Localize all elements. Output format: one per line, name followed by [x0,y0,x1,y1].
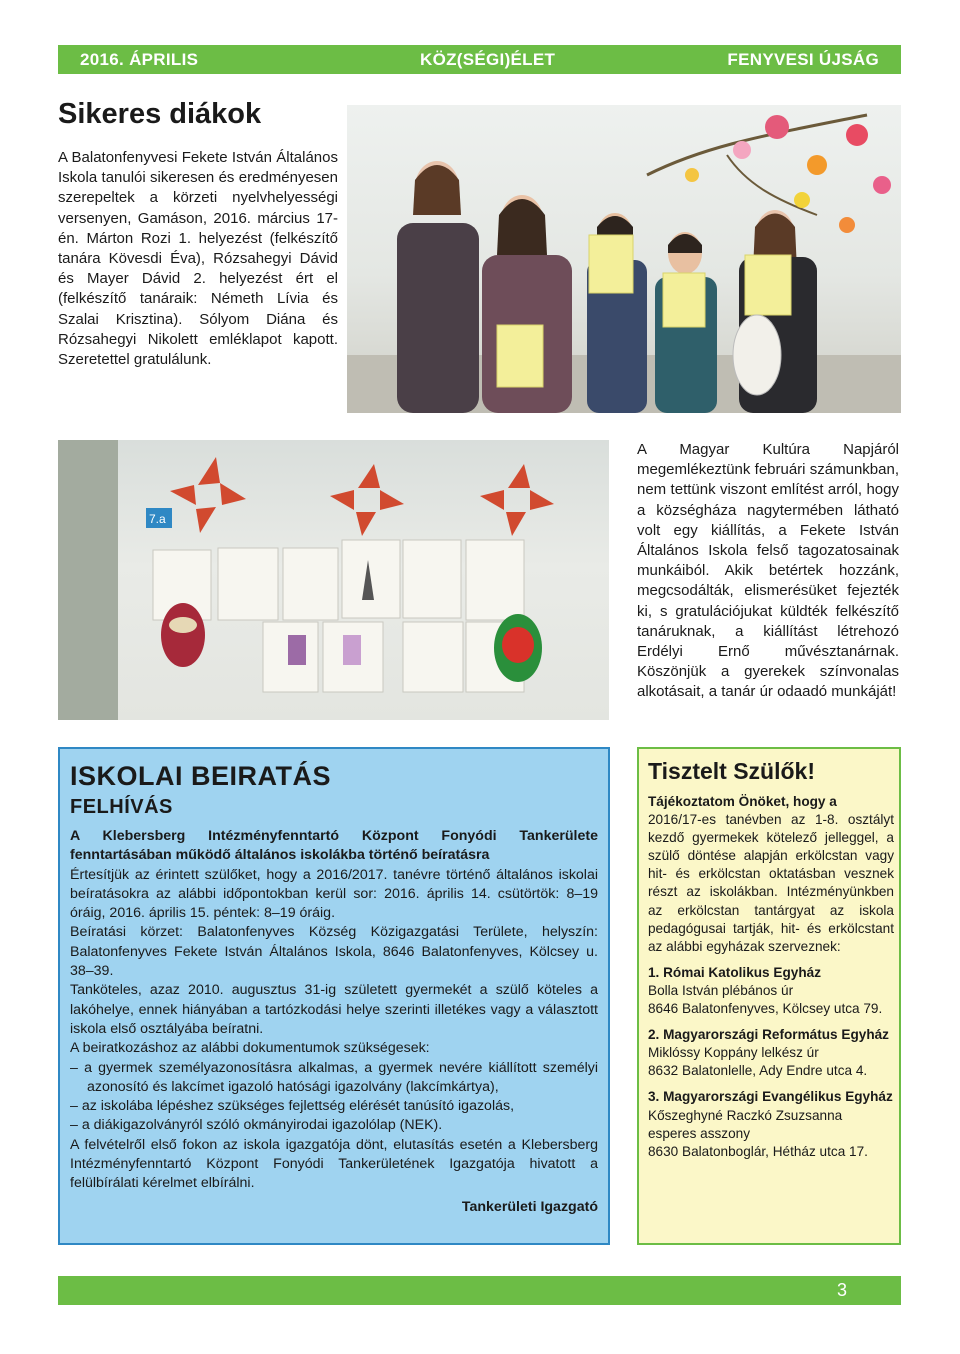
document-item: – az iskolába lépéshez szükséges fejlettség elérését tanúsító igazolás, [70,1098,515,1115]
publication-title: FENYVESI ÚJSÁG [727,50,879,69]
enrollment-title: ISKOLAI BEIRATÁS [70,761,332,791]
parents-notice [637,747,901,1245]
church-contact: Bolla István plébános úr [648,982,794,998]
parents-title: Tisztelt Szülők! [648,758,815,784]
enrollment-lead: A Klebersberg Intézményfenntartó Központ Fonyódi Tankerülete fenntartásában működő általános iskolákba történő beíratásra [70,828,598,864]
exhibition-article-text: A Magyar Kultúra Napjáról megemlékeztünk februári számunkban, nem tettünk viszont említést arról, hogy a községháza nagytermében látható volt egy kiállítás, a Fekete István Általános Iskola felső tagozatosainak munkáiból. Akik betértek hozzánk, megcsodálták, elismerésüket fejezték ki, s gratulációjukat küldték felkészítő tanáruknak, a kiállítást létrehozó Erdélyi Ernő művésztanárnak. Köszönjük a gyerekek színvonalas alkotásait, a tanár úr odaadó munkáját! [637,441,899,701]
church-address: 8632 Balatonlelle, Ady Endre utca 4. [648,1063,868,1079]
enrollment-decision-paragraph: A felvételről első fokon az iskola igazgatója dönt, elutasítás esetén a Klebersberg Intézményfenntartó Központ Fonyódi Tankerületének Igazgatója hivatott a felülbírálati kérelmet elbírálni. [70,1136,598,1192]
enrollment-documents-intro: A beiratkozáshoz az alábbi dokumentumok szükségesek: [70,1040,430,1057]
church-name: 2. Magyarországi Református Egyház [648,1027,889,1043]
enrollment-signature: Tankerületi Igazgató [461,1198,598,1215]
article-headline: Sikeres diákok [58,98,262,130]
page-footer [58,1276,901,1305]
issue-date: 2016. ÁPRILIS [80,50,199,69]
church-contact: Kőszeghyné Raczkó Zsuzsanna esperes asszony [648,1107,843,1141]
enrollment-notice [58,747,610,1245]
enrollment-obligation-paragraph: Tanköteles, azaz 2010. augusztus 31-ig született gyermekét a szülő köteles a lakóhelye, ennek hiányában a tartózkodási helye szerinti illetékes vagy a választott iskola első osztályába beíratni. [70,982,598,1037]
parents-intro: 2016/17-es tanévben az 1-8. osztályt kezdő gyermekek kötelező jelleggel, a szülő döntése alapján erkölcstan vagy hit- és erkölcstan oktatásban vesznek részt az iskolákban. Intézményünkben az erkölcstan tantárgyat az iskola pedagógusai tartják, hit- és erkölcstant az alábbi egyházak szerveznek: [648,812,894,954]
enrollment-dates-paragraph: Értesítjük az érintett szülőket, hogy a 2016/2017. tanévre történő általános iskolai beíratásokra az alábbi időpontokban kerül sor: 2016. április 14. csütörtök: 8–19 óráig, 2016. április 15. péntek: 8–19 óráig. [70,866,598,922]
class-sign: 7.a [149,512,166,526]
church-name: 3. Magyarországi Evangélikus Egyház [648,1089,893,1105]
church-address: 8630 Balatonboglár, Hétház utca 17. [648,1143,868,1159]
page-header [58,45,901,74]
parents-body [648,793,894,1161]
page-number: 3 [836,1280,847,1300]
parents-lead: Tájékoztatom Önöket, hogy a [648,794,837,809]
church-entry [648,1026,894,1080]
article-intro-text: A Balatonfenyvesi Fekete István Általános Iskola tanulói sikeresen és eredményesen szerepeltek a körzeti nyelvhelyességi versenyen, Gamáson, 2016. március 17-én. Márton Rozi 1. helyezést (felkészítő tanára Kövesdi Éva), Rózsahegyi Dávid és Mayer Dávid 2. helyezést ért el (felkészítő tanáraik: Németh Lívia és Szalai Krisztina). Sólyom Diána és Rózsahegyi Nikolett emléklapot kapott. Szeretettel gratulálunk. [58,149,338,369]
exhibition-photo [58,440,609,720]
enrollment-body [70,827,598,1217]
church-entry [648,1088,894,1160]
church-entry [648,964,894,1018]
church-contact: Miklóssy Koppány lelkész úr [648,1045,819,1061]
church-name: 1. Római Katolikus Egyház [648,964,821,980]
document-item: – a diákigazolványról szóló okmányirodai igazolólap (NEK). [70,1117,443,1134]
enrollment-district-paragraph: Beíratási körzet: Balatonfenyves Község Közigazgatási Területe, helyszín: Balatonfenyves Fekete István Általános Iskola, 8646 Balatonfenyves, Kölcsey u. 38–39. [70,924,598,980]
document-item: – a gyermek személyazonosításra alkalmas, a gyermek nevére kiállított személyi azonosító és lakcímet igazoló hatósági igazolvány (lakcímkártya), [70,1059,598,1095]
enrollment-subtitle: FELHÍVÁS [70,796,173,818]
church-address: 8646 Balatonfenyves, Kölcsey utca 79. [648,1001,883,1017]
students-photo [347,105,901,413]
section-title: KÖZ(SÉGI)ÉLET [420,50,556,69]
